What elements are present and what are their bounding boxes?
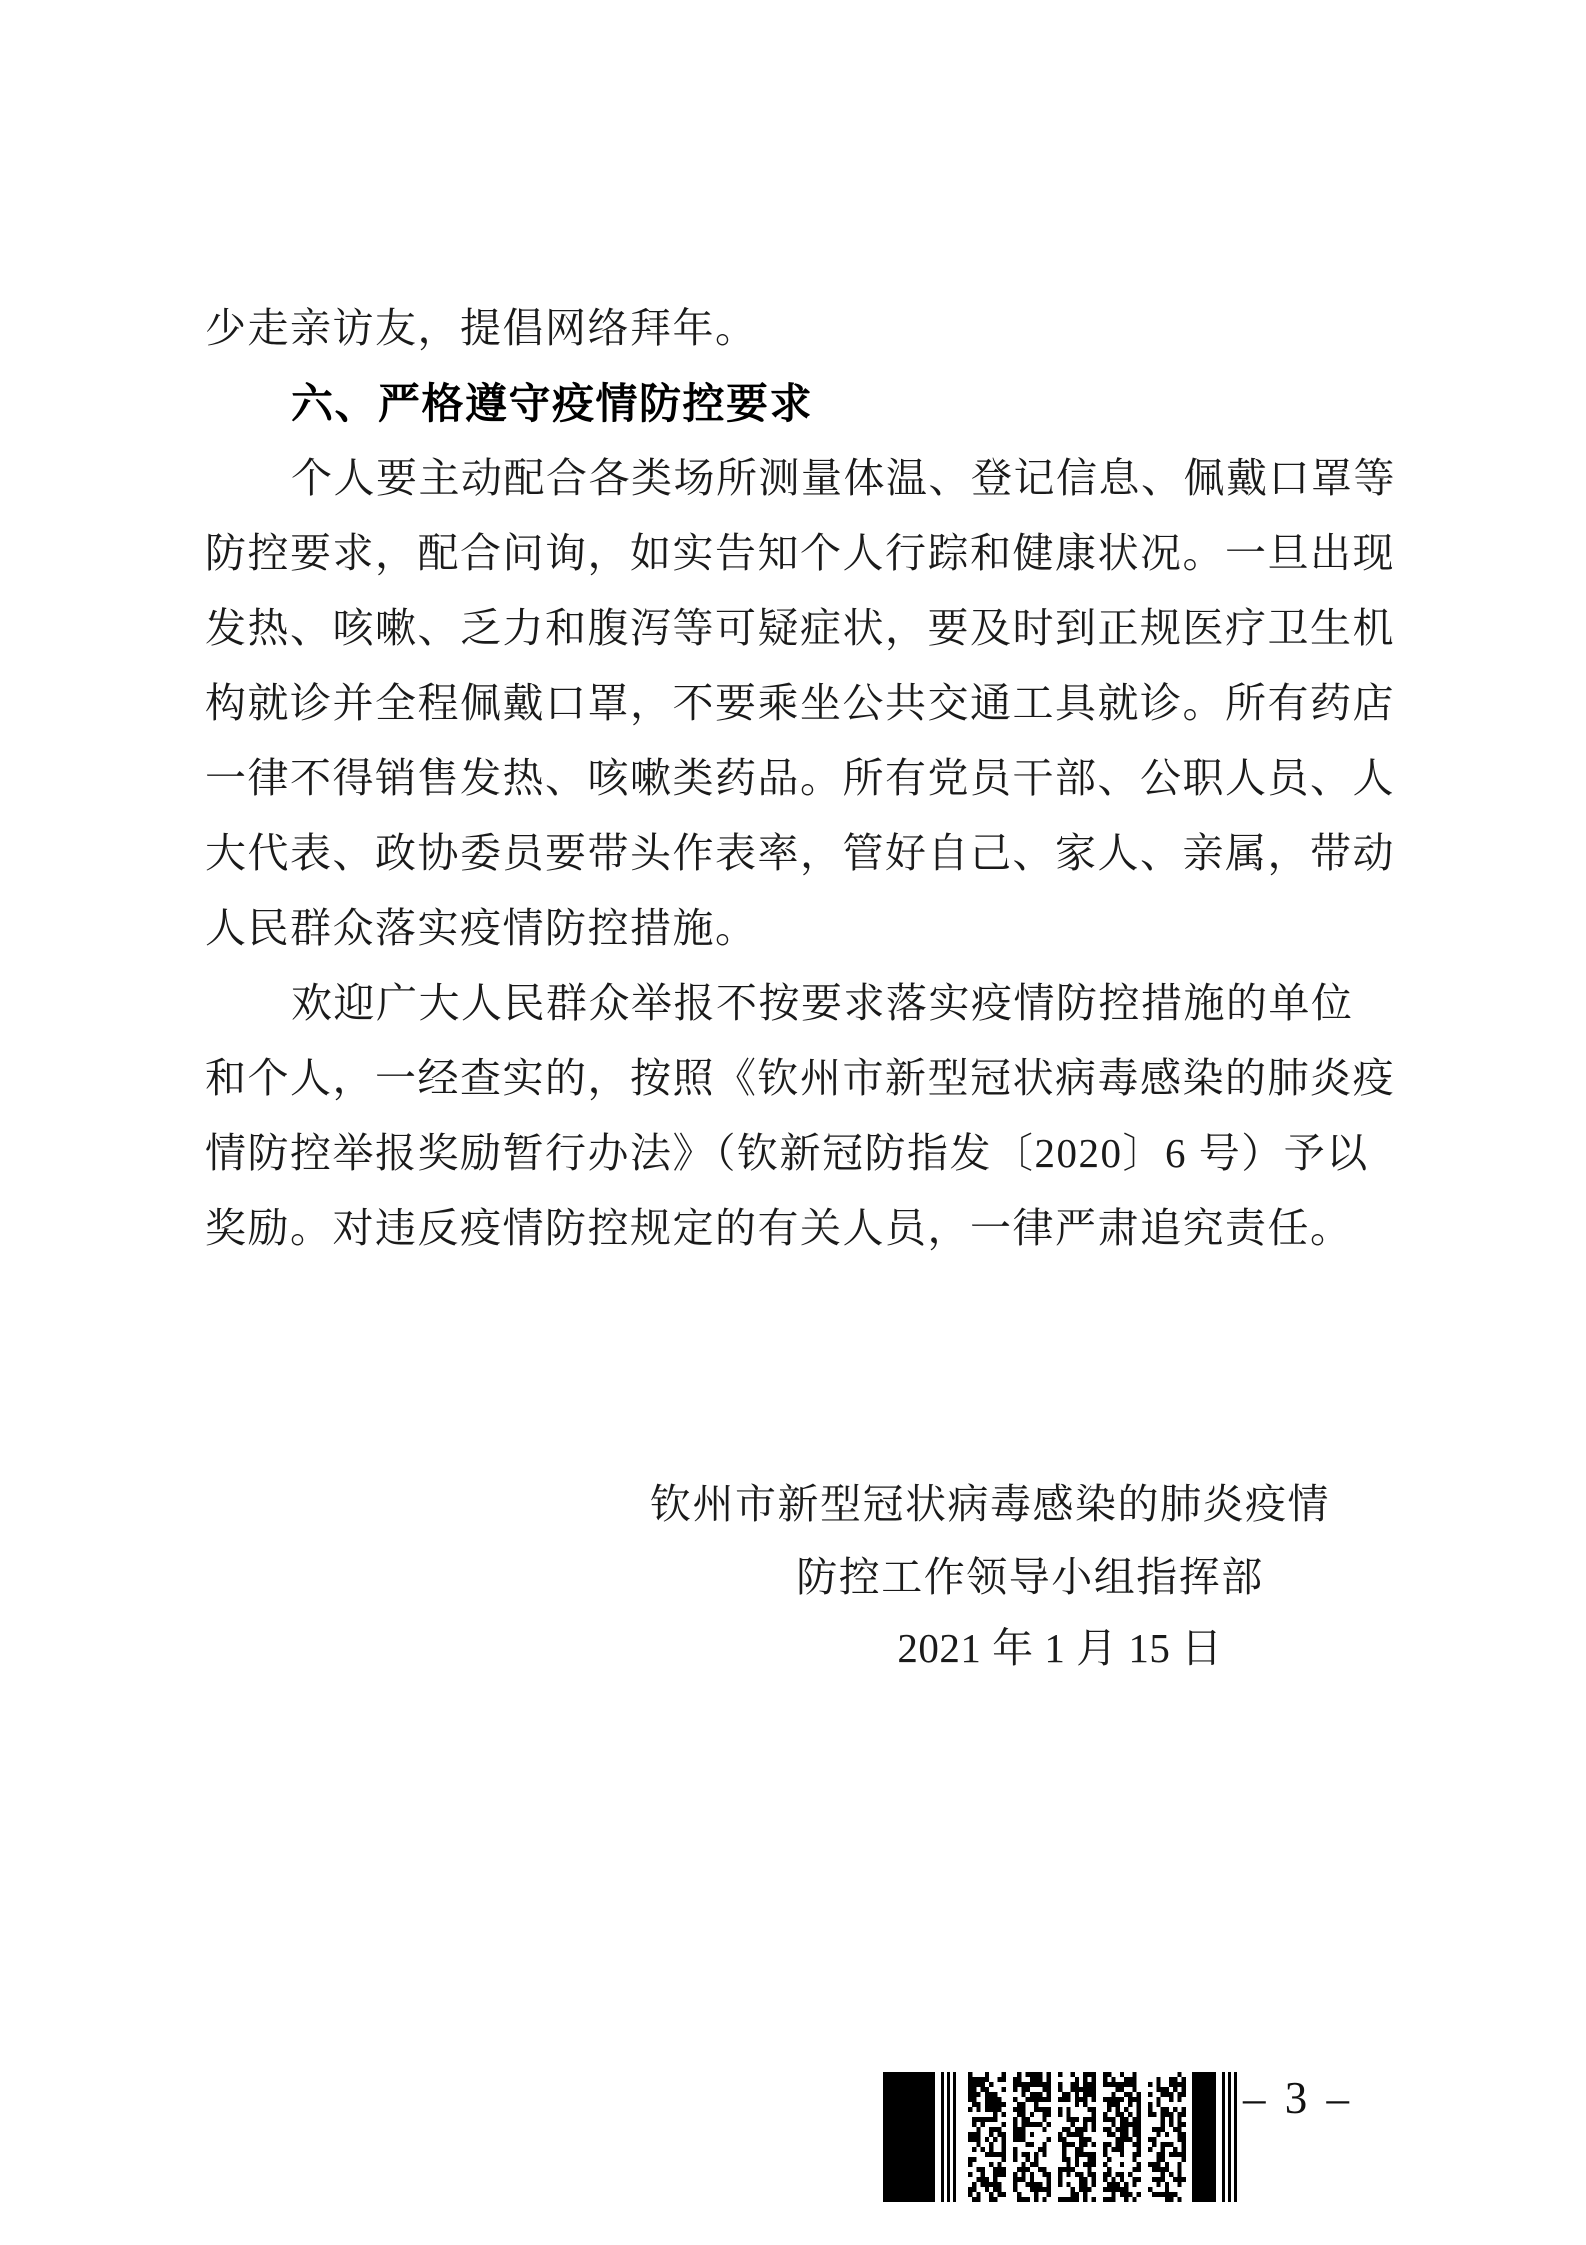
pdf417-barcode xyxy=(883,2072,1238,2202)
document-body xyxy=(205,291,1445,1266)
signature-date: 2021 年 1 月 15 日 xyxy=(897,1625,1223,1671)
page-number: – 3 – xyxy=(1243,2073,1353,2123)
section-heading: 六、严格遵守疫情防控要求 xyxy=(291,380,814,427)
intro-line: 少走亲访友，提倡网络拜年。 xyxy=(205,305,758,351)
paragraph1-line: 大代表、政协委员要带头作表率，管好自己、家人、亲属，带动 xyxy=(205,830,1395,876)
paragraph1-line: 构就诊并全程佩戴口罩，不要乘坐公共交通工具就诊。所有药店 xyxy=(205,680,1395,726)
paragraph1-line: 个人要主动配合各类场所测量体温、登记信息、佩戴口罩等 xyxy=(291,455,1396,501)
signature-org-line1: 钦州市新型冠状病毒感染的肺炎疫情 xyxy=(650,1481,1330,1527)
paragraph2-line: 奖励。对违反疫情防控规定的有关人员，一律严肃追究责任。 xyxy=(205,1205,1353,1251)
paragraph2-line: 和个人，一经查实的，按照《钦州市新型冠状病毒感染的肺炎疫 xyxy=(205,1055,1395,1101)
paragraph1-line: 一律不得销售发热、咳嗽类药品。所有党员干部、公职人员、人 xyxy=(205,755,1395,801)
paragraph1-line: 人民群众落实疫情防控措施。 xyxy=(205,905,758,951)
paragraph1-line: 发热、咳嗽、乏力和腹泻等可疑症状，要及时到正规医疗卫生机 xyxy=(205,605,1395,651)
paragraph2-line: 欢迎广大人民群众举报不按要求落实疫情防控措施的单位 xyxy=(291,980,1354,1026)
paragraph1-line: 防控要求，配合问询，如实告知个人行踪和健康状况。一旦出现 xyxy=(205,530,1395,576)
signature-org-line2: 防控工作领导小组指挥部 xyxy=(796,1554,1264,1600)
pdf417-barcode-svg xyxy=(883,2072,1238,2202)
paragraph2-line: 情防控举报奖励暂行办法》（钦新冠防指发〔2020〕6 号）予以 xyxy=(205,1130,1369,1176)
